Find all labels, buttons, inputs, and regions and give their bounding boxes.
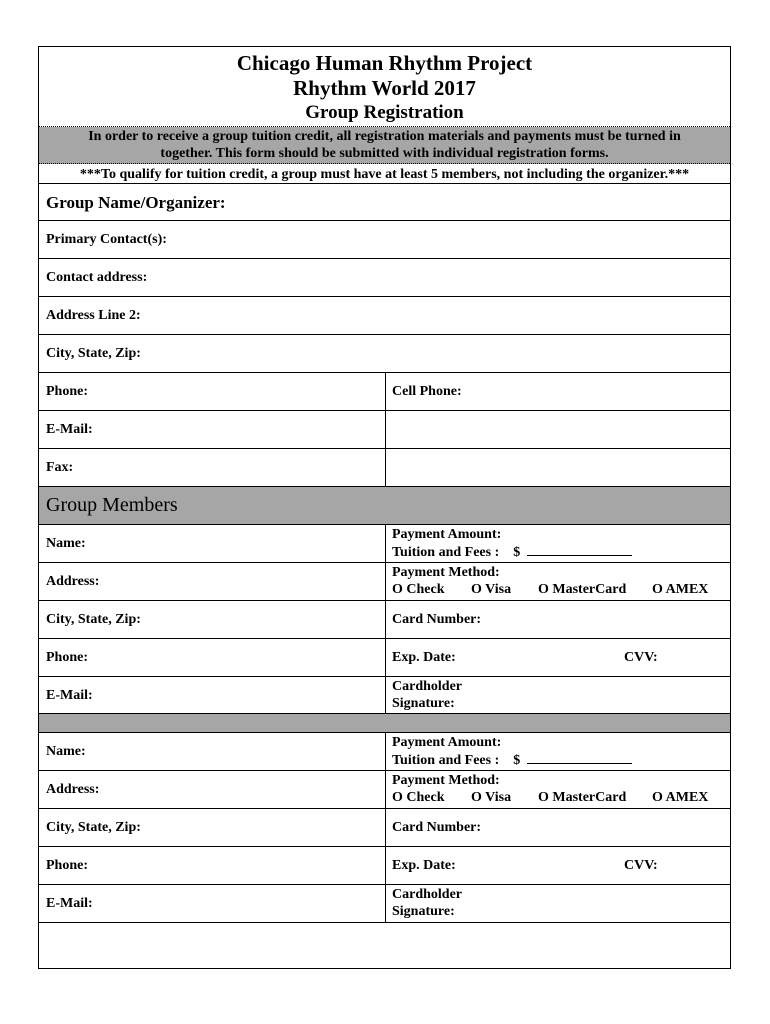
cvv-label: CVV: [624,858,658,873]
option-visa[interactable]: O Visa [471,790,512,805]
cardholder-label: Cardholder [392,887,462,902]
option-mastercard[interactable]: O MasterCard [538,790,627,805]
member2-address-row[interactable] [39,771,730,809]
member-address-label: Address: [46,574,100,589]
member1-email-row[interactable] [39,677,730,714]
notice-banner [39,127,730,164]
column-divider [385,449,386,486]
column-divider [385,809,386,846]
member-name-label: Name: [46,536,86,551]
member1-name-row[interactable] [39,525,730,563]
tuition-fees-label: Tuition and Fees : [392,545,500,560]
payment-method-label: Payment Method: [392,773,500,788]
member-phone-label: Phone: [46,650,88,665]
cell-phone-label: Cell Phone: [392,384,462,399]
group-registration-form [38,46,731,969]
exp-date-label: Exp. Date: [392,650,456,665]
column-divider [385,563,386,600]
column-divider [385,373,386,410]
primary-contact-label: Primary Contact(s): [46,232,167,247]
contact-address-row[interactable] [39,259,730,297]
notice-qualify [39,164,730,184]
column-divider [385,525,386,562]
payment-method-label: Payment Method: [392,565,500,580]
notice-line-2: together. This form should be submitted with individual registration forms. [160,146,609,161]
form-subtitle: Group Registration [305,102,464,123]
member2-email-row[interactable] [39,885,730,923]
phone-label: Phone: [46,384,88,399]
email-row[interactable] [39,411,730,449]
member2-city-row[interactable] [39,809,730,847]
member-city-state-zip-label: City, State, Zip: [46,820,141,835]
option-mastercard[interactable]: O MasterCard [538,582,627,597]
member-email-label: E-Mail: [46,896,93,911]
payment-amount-block [392,526,632,561]
event-title: Rhythm World 2017 [293,76,476,100]
column-divider [385,847,386,884]
payment-method-block [392,564,722,598]
member-name-label: Name: [46,744,86,759]
card-number-label: Card Number: [392,612,482,627]
dollar-sign: $ [513,545,521,560]
payment-method-block [392,772,722,806]
member1-phone-row[interactable] [39,639,730,677]
group-name-label: Group Name/Organizer: [46,193,226,212]
tuition-fees-label: Tuition and Fees : [392,753,500,768]
column-divider [385,733,386,770]
payment-amount-block [392,734,632,769]
option-amex[interactable]: O AMEX [652,790,709,805]
address-line2-row[interactable] [39,297,730,335]
group-members-heading-row [39,487,730,525]
payment-amount-label: Payment Amount: [392,527,502,542]
cardholder-label: Cardholder [392,679,462,694]
form-title: Chicago Human Rhythm Project [236,51,533,75]
address-line2-label: Address Line 2: [46,308,141,323]
member-city-state-zip-label: City, State, Zip: [46,612,141,627]
cvv-label: CVV: [624,650,658,665]
member-email-label: E-Mail: [46,688,93,703]
email-label: E-Mail: [46,422,93,437]
member1-city-row[interactable] [39,601,730,639]
option-amex[interactable]: O AMEX [652,582,709,597]
city-state-zip-row[interactable] [39,335,730,373]
group-name-row[interactable] [39,184,730,221]
dollar-sign: $ [513,753,521,768]
fax-label: Fax: [46,460,74,475]
column-divider [385,601,386,638]
cardholder-signature-block [392,886,462,920]
option-visa[interactable]: O Visa [471,582,512,597]
payment-amount-field[interactable] [527,543,632,556]
signature-label: Signature: [392,696,455,711]
form-header [39,47,730,127]
member-address-label: Address: [46,782,100,797]
contact-address-label: Contact address: [46,270,148,285]
column-divider [385,771,386,808]
column-divider [385,639,386,676]
group-members-heading: Group Members [46,494,178,516]
column-divider [385,677,386,713]
notice-line-3: ***To qualify for tuition credit, a group must have at least 5 members, not including the organizer.*** [79,167,690,182]
member2-name-row[interactable] [39,733,730,771]
option-check[interactable]: O Check [392,582,445,597]
member2-phone-row[interactable] [39,847,730,885]
exp-date-label: Exp. Date: [392,858,456,873]
column-divider [385,411,386,448]
city-state-zip-label: City, State, Zip: [46,346,141,361]
signature-label: Signature: [392,904,455,919]
notice-line-1: In order to receive a group tuition credit, all registration materials and payments must be turned in [88,129,681,144]
payment-amount-label: Payment Amount: [392,735,502,750]
card-number-label: Card Number: [392,820,482,835]
member-phone-label: Phone: [46,858,88,873]
option-check[interactable]: O Check [392,790,445,805]
cardholder-signature-block [392,678,462,712]
column-divider [385,885,386,922]
member-separator [39,714,730,733]
phone-row[interactable] [39,373,730,411]
fax-row[interactable] [39,449,730,487]
payment-amount-field[interactable] [527,751,632,764]
member1-address-row[interactable] [39,563,730,601]
primary-contact-row[interactable] [39,221,730,259]
